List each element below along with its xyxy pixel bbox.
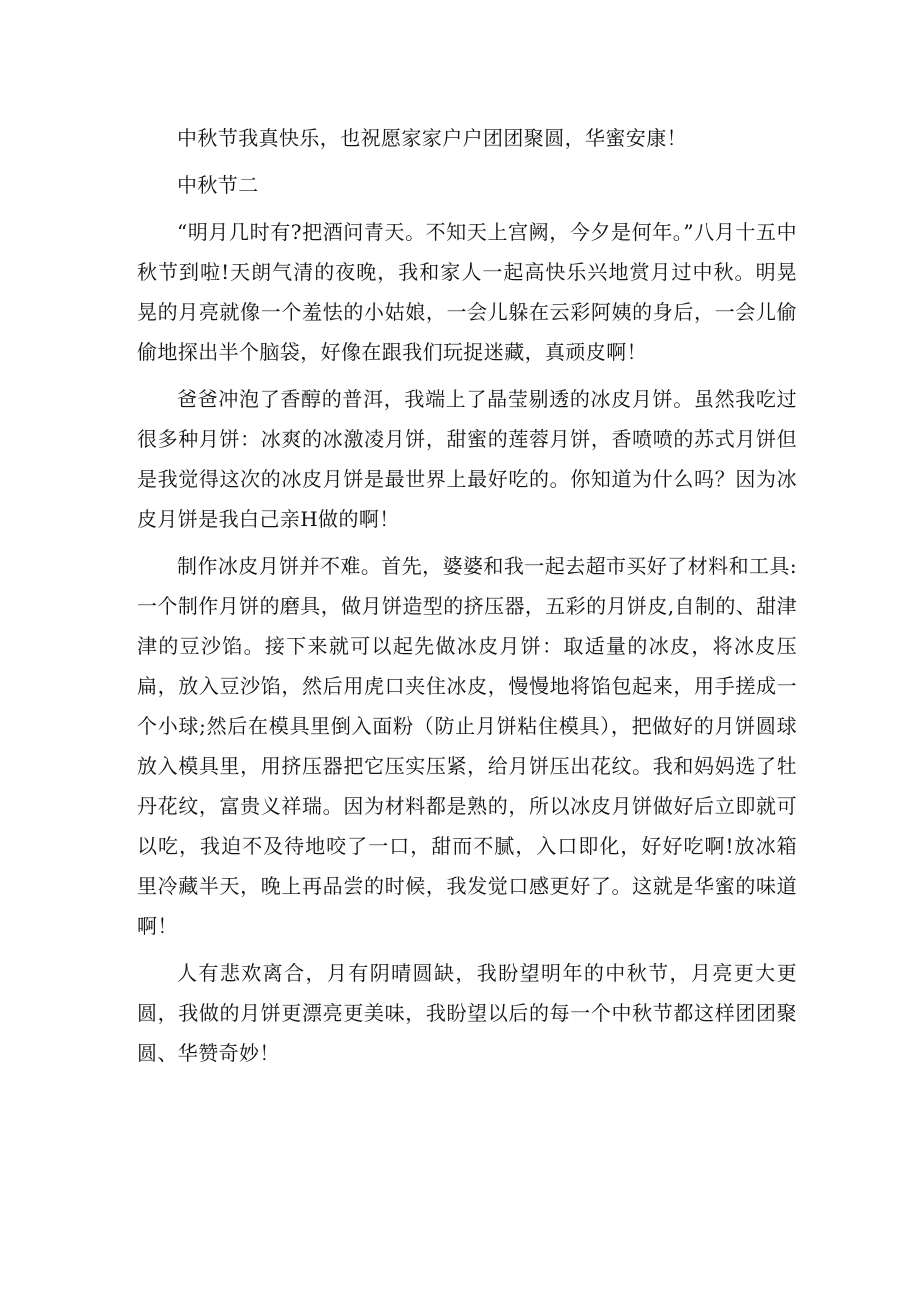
paragraph-mooncake-tea: 爸爸冲泡了香醇的普洱，我端上了晶莹剔透的冰皮月饼。虽然我吃过很多种月饼：冰爽的冰激凌月饼，甜蜜的莲蓉月饼，香喷喷的苏式月饼但是我觉得这次的冰皮月饼是最世界上最好吃的。你知道为什么吗？因为冰皮月饼是我白己亲H做的啊！ [137, 387, 797, 531]
document-body [137, 118, 797, 1080]
section-heading: 中秋节二 [177, 173, 259, 197]
paragraph-making-mooncakes: 制作冰皮月饼并不难。首先，婆婆和我一起去超市买好了材料和工具:一个制作月饼的磨具，做月饼造型的挤压器，五彩的月饼皮,自制的、甜津津的豆沙馅。接下来就可以起先做冰皮月饼：取适量的冰皮，将冰皮压扁，放入豆沙馅，然后用虎口夹住冰皮，慢慢地将馅包起来，用手搓成一个小球;然后在模具里倒入面粉（防止月饼粘住模具），把做好的月饼圆球放入模具里，用挤压器把它压实压紧，给月饼压出花纹。我和妈妈选了牡丹花纹，富贵义祥瑞。因为材料都是熟的，所以冰皮月饼做好后立即就可以吃，我迫不及待地咬了一口，甜而不腻，入口即化，好好吃啊!放冰箱里冷藏半天，晚上再品尝的时候，我发觉口感更好了。这就是华蜜的味道啊！ [137, 554, 797, 938]
paragraph-moon-poem: “明月几时有?把酒问青天。不知天上宫阙，今夕是何年。”八月十五中秋节到啦!天朗气清的夜晚，我和家人一起高快乐兴地赏月过中秋。明晃晃的月亮就像一个羞怯的小姑娘，一会儿躲在云彩阿姨的身后，一会儿偷偷地探出半个脑袋，好像在跟我们玩捉迷藏，真顽皮啊！ [137, 220, 797, 364]
paragraph-hope: 人有悲欢离合，月有阴晴圆缺，我盼望明年的中秋节，月亮更大更圆，我做的月饼更漂亮更美味，我盼望以后的每一个中秋节都这样团团聚圆、华赞奇妙！ [137, 961, 797, 1065]
paragraph-closing-wish: 中秋节我真快乐，也祝愿家家户户团团聚圆，华蜜安康！ [177, 126, 687, 150]
